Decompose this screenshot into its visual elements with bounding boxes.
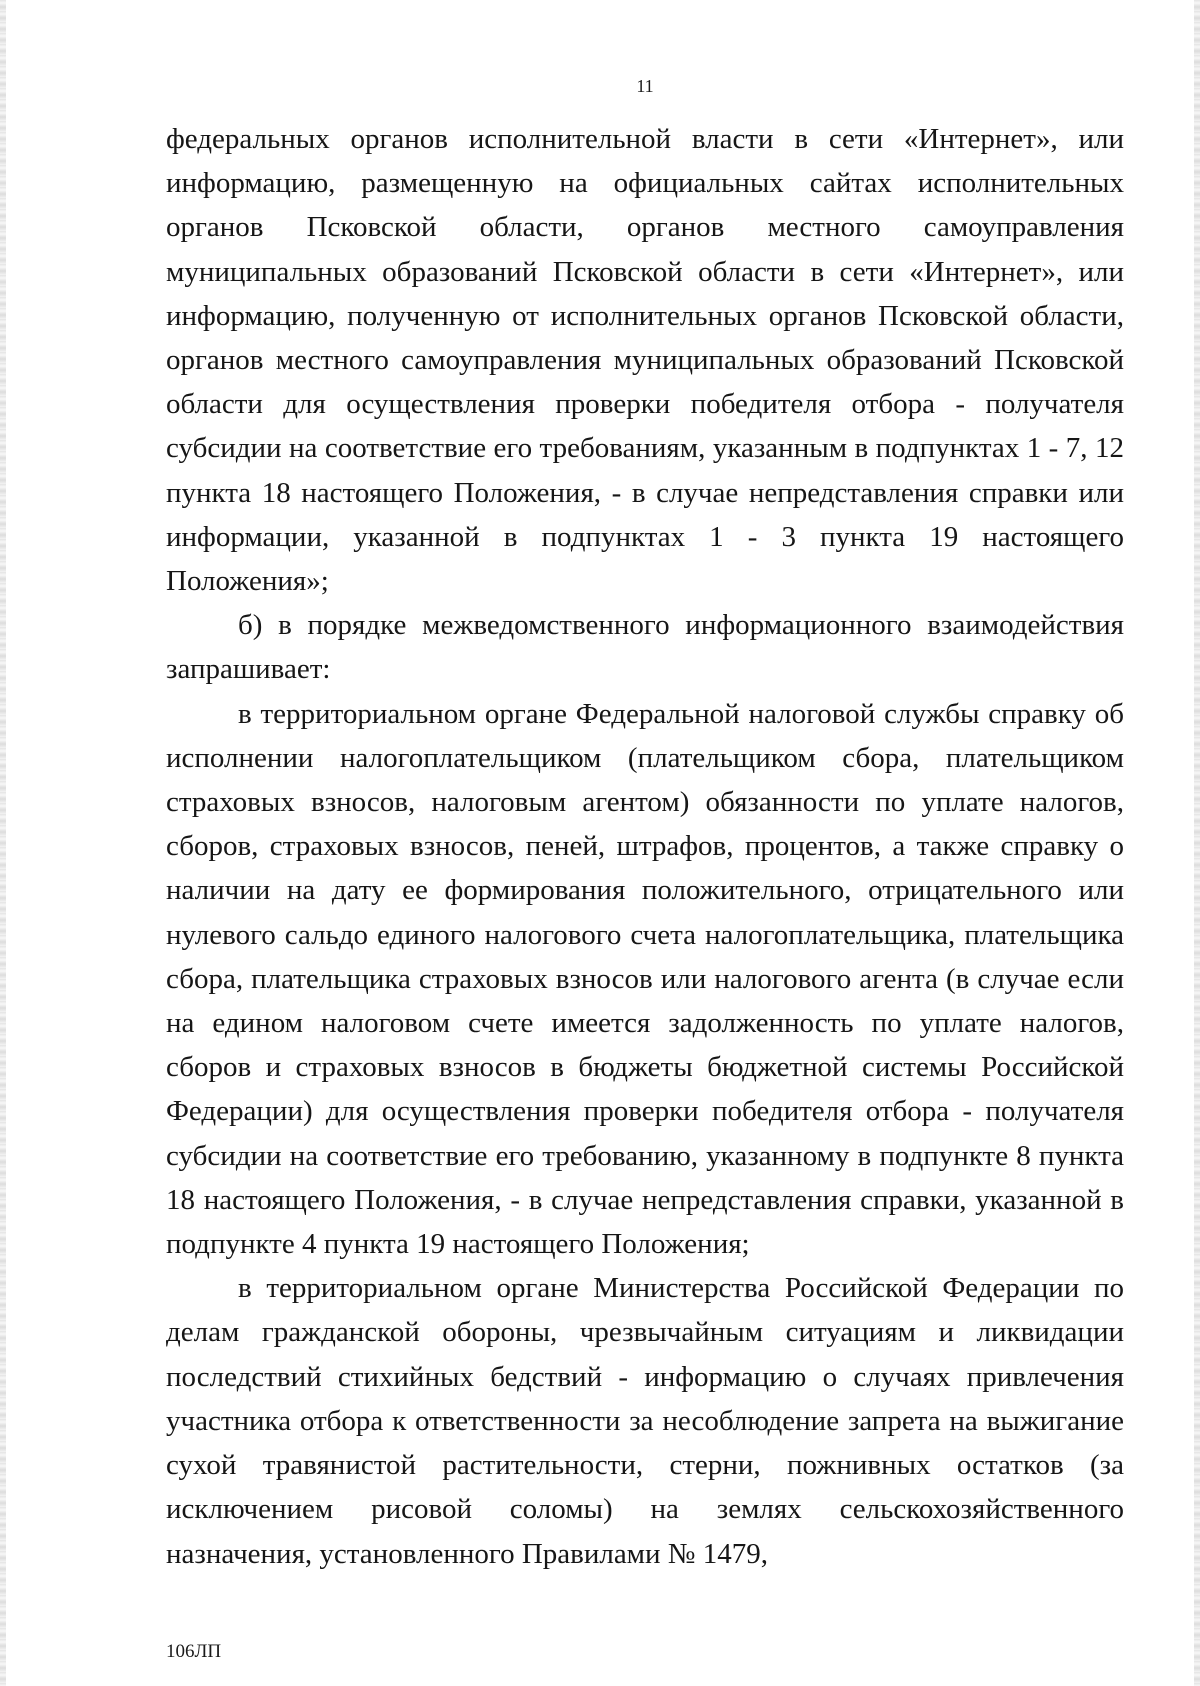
- page-number: 11: [636, 76, 654, 96]
- paragraph-emergency-ministry-request: в территориальном органе Министерства Российской Федерации по делам гражданской обороны, чрезвычайным ситуациям и ликвидации последствий стихийных бедствий - информацию о случаях привлечения участника отбора к ответственности за несоблюдение запрета на выжигание сухой травянистой растительности, стерни, пожнивных остатков (за исключением рисовой соломы) на землях сельскохозяйственного назначения, установленного Правилами № 1479,: [166, 1272, 1124, 1570]
- scan-edge-left: [0, 0, 6, 1686]
- document-code: 106ЛП: [166, 1641, 222, 1662]
- paragraph-tax-service-request: в территориальном органе Федеральной налоговой службы справку об исполнении налогоплательщиком (плательщиком сбора, плательщиком страховых взносов, налоговым агентом) обязанности по уплате налогов, сборов, страховых взносов, пеней, штрафов, процентов, а также справку о наличии на дату ее формирования положительного, отрицательного или нулевого сальдо единого налогового счета налогоплательщика, плательщика сбора, плательщика страховых взносов или налогового агента (в случае если на едином налоговом счете имеется задолженность по уплате налогов, сборов и страховых взносов в бюджеты бюджетной системы Российской Федерации) для осуществления проверки победителя отбора - получателя субсидии на соответствие его требованию, указанному в подпункте 8 пункта 18 настоящего Положения, - в случае непредставления справки, указанной в подпункте 4 пункта 19 настоящего Положения;: [166, 697, 1124, 1261]
- paragraph-item-b: б) в порядке межведомственного информационного взаимодействия запрашивает:: [166, 609, 1124, 686]
- paragraph-continuation: федеральных органов исполнительной власти в сети «Интернет», или информацию, размещенную на официальных сайтах исполнительных органов Псковской области, органов местного самоуправления муниципальных образований Псковской области в сети «Интернет», или информацию, полученную от исполнительных органов Псковской области, органов местного самоуправления муниципальных образований Псковской области для осуществления проверки победителя отбора - получателя субсидии на соответствие его требованиям, указанным в подпунктах 1 - 7, 12 пункта 18 настоящего Положения, - в случае непредставления справки или информации, указанной в подпунктах 1 - 3 пункта 19 настоящего Положения»;: [166, 123, 1124, 598]
- document-body: [166, 117, 1124, 1576]
- scan-edge-right: [1194, 0, 1200, 1686]
